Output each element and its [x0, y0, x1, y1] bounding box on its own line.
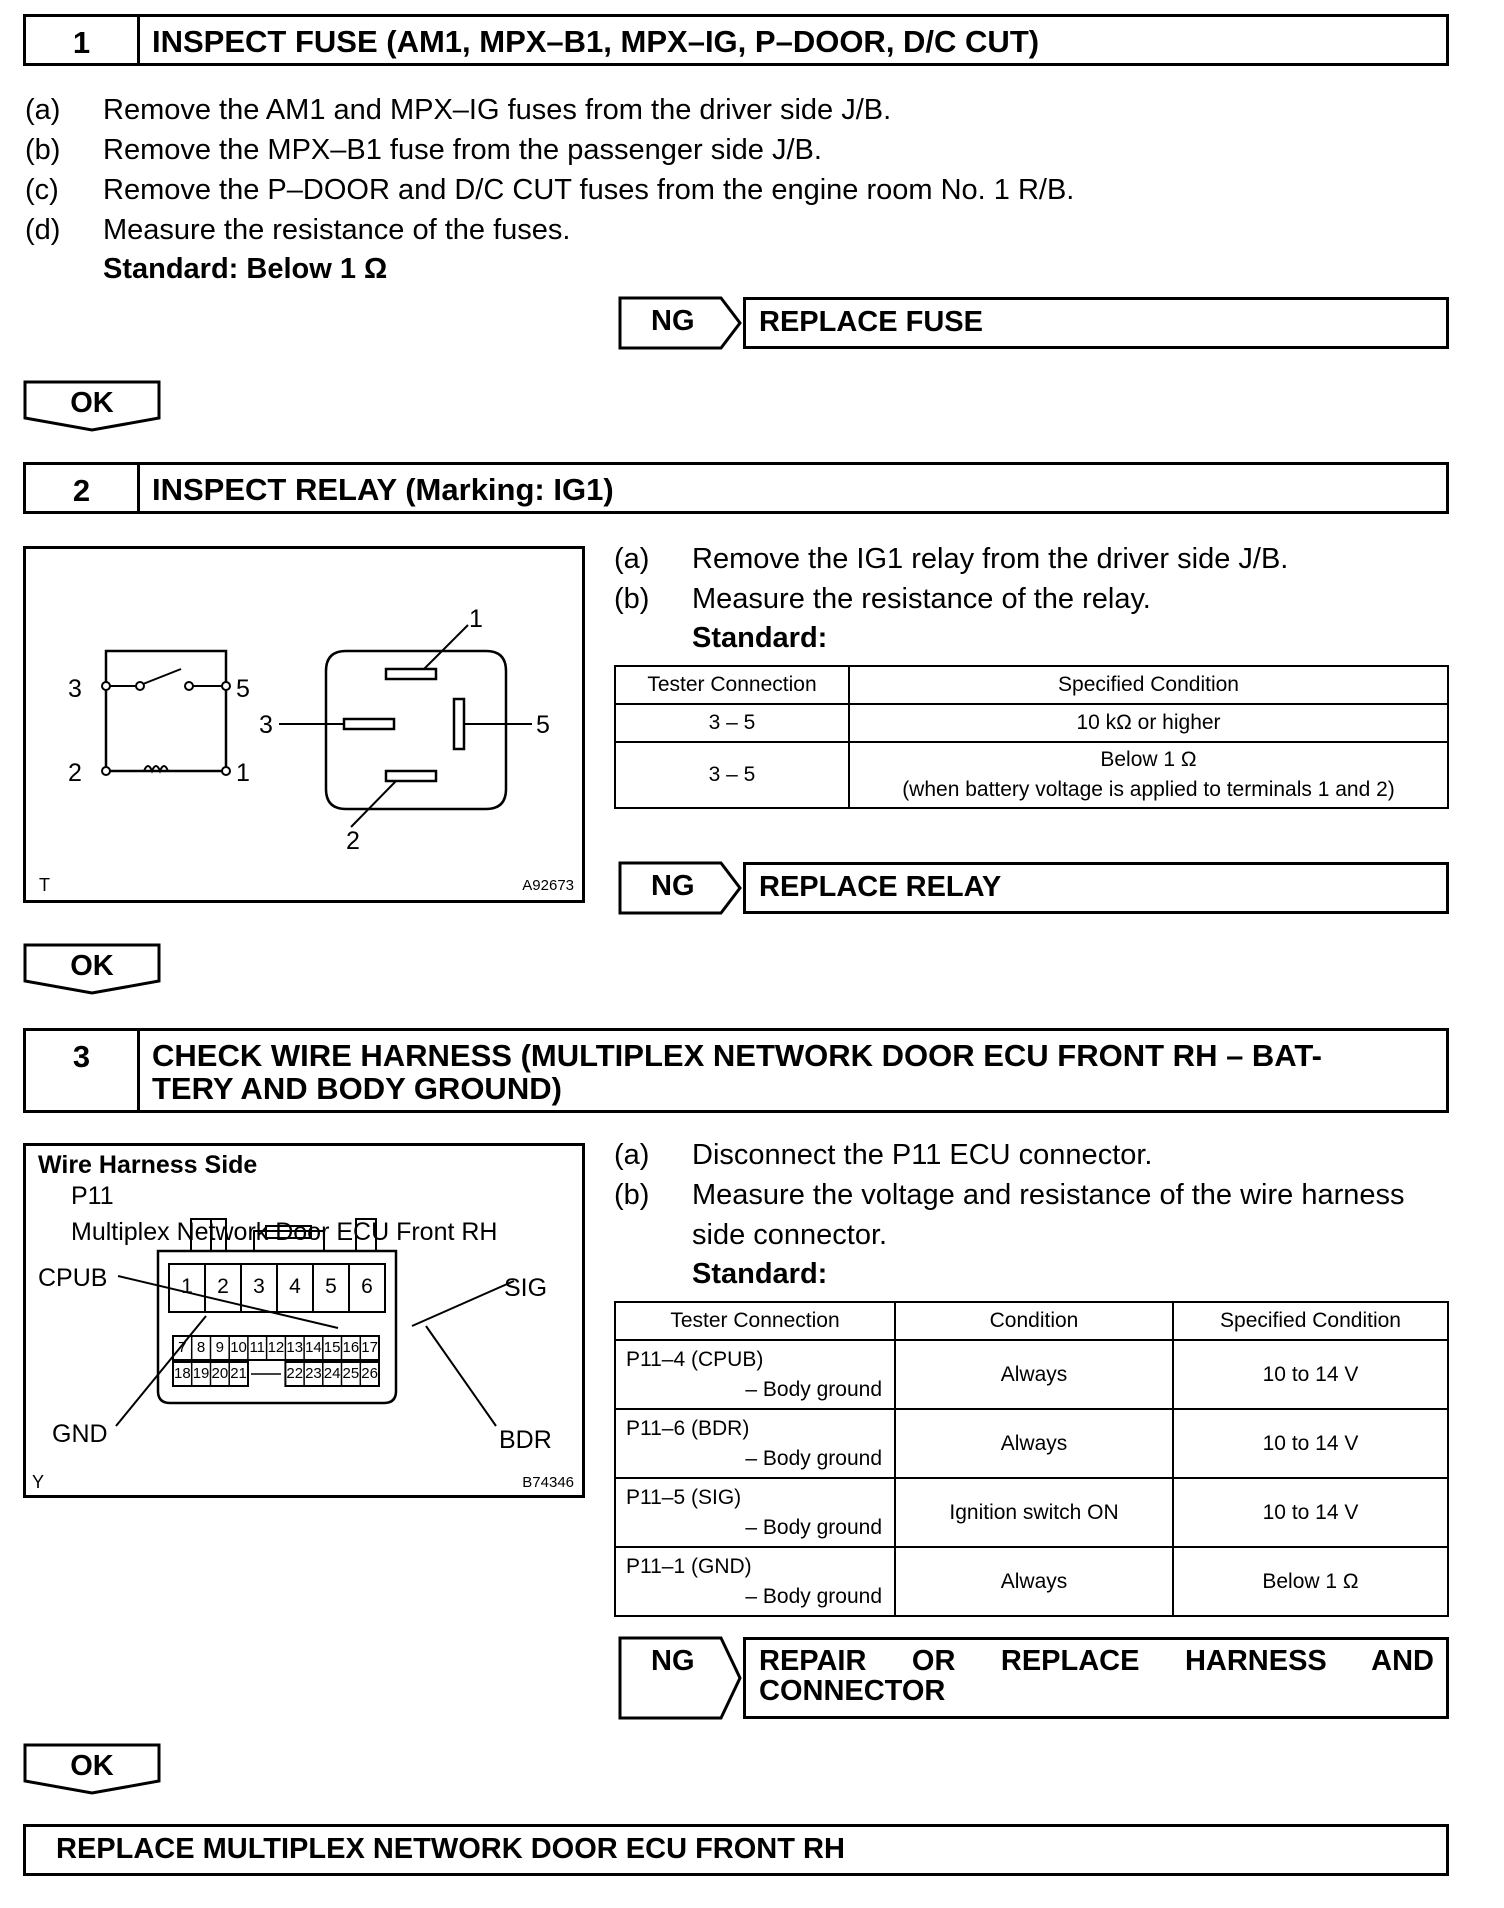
pin-3: 3 [253, 1275, 265, 1298]
table-row [615, 1340, 1448, 1409]
connector-code: P11 [71, 1182, 114, 1210]
pin-20: 20 [211, 1365, 229, 1382]
pin-10: 10 [230, 1339, 247, 1356]
table-row [615, 1478, 1448, 1547]
harness-row-4-connection: P11–1 (GND) [626, 1554, 752, 1578]
callout-sig: SIG [504, 1274, 548, 1302]
relay-table-header-connection: Tester Connection [615, 666, 849, 704]
step-3-ng-label: NG [651, 1645, 695, 1677]
step-1-standard: Standard: Below 1 Ω [103, 253, 388, 285]
connector-figure-id: B74346 [522, 1474, 574, 1491]
step-3-standard: Standard: [692, 1258, 828, 1290]
step-3-title-line-1: CHECK WIRE HARNESS (MULTIPLEX NETWORK DOOR ECU FRONT RH – BAT- [152, 1038, 1322, 1073]
relay-schematic-pin-2: 2 [68, 759, 82, 787]
harness-row-3-connection: P11–5 (SIG) [626, 1485, 742, 1509]
step-1-number: 1 [26, 17, 140, 63]
pin-9: 9 [215, 1339, 225, 1356]
pin-18: 18 [174, 1365, 191, 1382]
pin-19: 19 [192, 1365, 210, 1382]
table-row [615, 1409, 1448, 1478]
step-2-header [23, 462, 1449, 514]
pin-4: 4 [289, 1275, 301, 1298]
relay-row-2-spec: Below 1 Ω [1100, 748, 1197, 771]
pin-13: 13 [286, 1339, 304, 1356]
harness-row-4-connection-ground: – Body ground [745, 1584, 882, 1608]
step-1-ok-marker [23, 380, 161, 432]
step-3-ng-action-line-2: CONNECTOR [759, 1675, 946, 1707]
harness-row-2-connection-ground: – Body ground [745, 1446, 882, 1470]
step-3-ok-marker [23, 1743, 161, 1795]
relay-row-2-spec-note: (when battery voltage is applied to terminals 1 and 2) [902, 778, 1395, 801]
step-3-header [23, 1028, 1449, 1113]
harness-row-3-spec: 10 to 14 V [1173, 1478, 1448, 1547]
pin-26: 26 [361, 1365, 378, 1382]
harness-table-header-connection: Tester Connection [615, 1302, 895, 1340]
pin-17: 17 [361, 1339, 378, 1356]
pin-22: 22 [286, 1365, 304, 1382]
pin-8: 8 [196, 1339, 206, 1356]
pin-25: 25 [342, 1365, 360, 1382]
table-row [615, 742, 1448, 808]
callout-bdr: BDR [499, 1426, 552, 1454]
table-row [615, 704, 1448, 742]
relay-row-2-connection: 3 – 5 [615, 742, 849, 808]
step-2-ng-action: REPLACE RELAY [743, 862, 1449, 914]
connector-figure-corner-letter: Y [32, 1472, 45, 1492]
harness-row-1-condition: Always [895, 1340, 1173, 1409]
harness-row-3-condition: Ignition switch ON [895, 1478, 1173, 1547]
step-3-ng-action-line-1: REPAIR OR REPLACE HARNESS AND [759, 1645, 1434, 1677]
pin-23: 23 [305, 1365, 322, 1382]
step-2-ok-label: OK [70, 950, 114, 982]
relay-table-header-condition: Specified Condition [849, 666, 1448, 704]
relay-figure-corner-letter: T [39, 875, 50, 895]
connector-figure-heading: Wire Harness Side [38, 1151, 258, 1179]
step-3-number: 3 [26, 1031, 140, 1110]
relay-schematic-pin-1: 1 [236, 759, 250, 787]
table-row [615, 1547, 1448, 1616]
callout-gnd: GND [52, 1420, 108, 1448]
step-2-ok-marker [23, 943, 161, 995]
step-1-header [23, 14, 1449, 66]
harness-spec-table [614, 1301, 1449, 1617]
step-1-ng-action: REPLACE FUSE [743, 297, 1449, 349]
pin-21: 21 [230, 1365, 247, 1382]
pin-7: 7 [178, 1339, 187, 1356]
relay-view-pin-3: 3 [259, 711, 273, 739]
harness-row-3-connection-ground: – Body ground [745, 1515, 882, 1539]
harness-row-1-spec: 10 to 14 V [1173, 1340, 1448, 1409]
relay-view-pin-2: 2 [346, 827, 360, 855]
pin-6: 6 [361, 1275, 373, 1298]
pin-5: 5 [325, 1275, 337, 1298]
relay-schematic-pin-5: 5 [236, 675, 250, 703]
harness-row-4-spec: Below 1 Ω [1173, 1547, 1448, 1616]
harness-row-2-connection: P11–6 (BDR) [626, 1416, 750, 1440]
harness-row-1-connection: P11–4 (CPUB) [626, 1347, 764, 1371]
pin-16: 16 [342, 1339, 360, 1356]
harness-row-1-connection-ground: – Body ground [745, 1377, 882, 1401]
step-2-number: 2 [26, 465, 140, 511]
harness-row-2-condition: Always [895, 1409, 1173, 1478]
relay-row-1-connection: 3 – 5 [615, 704, 849, 742]
pin-12: 12 [267, 1339, 285, 1356]
pin-14: 14 [305, 1339, 322, 1356]
relay-view-pin-5: 5 [536, 711, 550, 739]
relay-schematic-pin-3: 3 [68, 675, 82, 703]
step-2-ng-label: NG [651, 870, 695, 902]
relay-spec-table [614, 665, 1449, 809]
harness-table-header-spec: Specified Condition [1173, 1302, 1448, 1340]
step-3-ng-action [743, 1637, 1449, 1719]
step-1-title: INSPECT FUSE (AM1, MPX–B1, MPX–IG, P–DOOR, D/C CUT) [152, 24, 1040, 59]
final-action: REPLACE MULTIPLEX NETWORK DOOR ECU FRONT RH [23, 1824, 1449, 1876]
step-3-ok-label: OK [70, 1750, 114, 1782]
connector-ecu-name: Multiplex Network Door ECU Front RH [71, 1218, 498, 1246]
relay-view-pin-1: 1 [469, 605, 483, 633]
callout-cpub: CPUB [38, 1264, 108, 1292]
relay-figure [23, 546, 585, 903]
step-1-ok-label: OK [70, 387, 114, 419]
step-3-title-line-2: TERY AND BODY GROUND) [152, 1071, 562, 1106]
step-2-title: INSPECT RELAY (Marking: IG1) [152, 472, 614, 507]
pin-1: 1 [181, 1275, 193, 1298]
pin-15: 15 [323, 1339, 341, 1356]
pin-2: 2 [217, 1275, 229, 1298]
relay-figure-id: A92673 [522, 877, 574, 894]
step-1-ng-label: NG [651, 305, 695, 337]
harness-table-header-condition: Condition [895, 1302, 1173, 1340]
step-2-standard: Standard: [692, 622, 828, 654]
harness-row-2-spec: 10 to 14 V [1173, 1409, 1448, 1478]
pin-24: 24 [323, 1365, 341, 1382]
relay-row-1-spec: 10 kΩ or higher [849, 704, 1448, 742]
harness-row-4-condition: Always [895, 1547, 1173, 1616]
pin-11: 11 [249, 1339, 266, 1356]
connector-figure [23, 1143, 585, 1498]
